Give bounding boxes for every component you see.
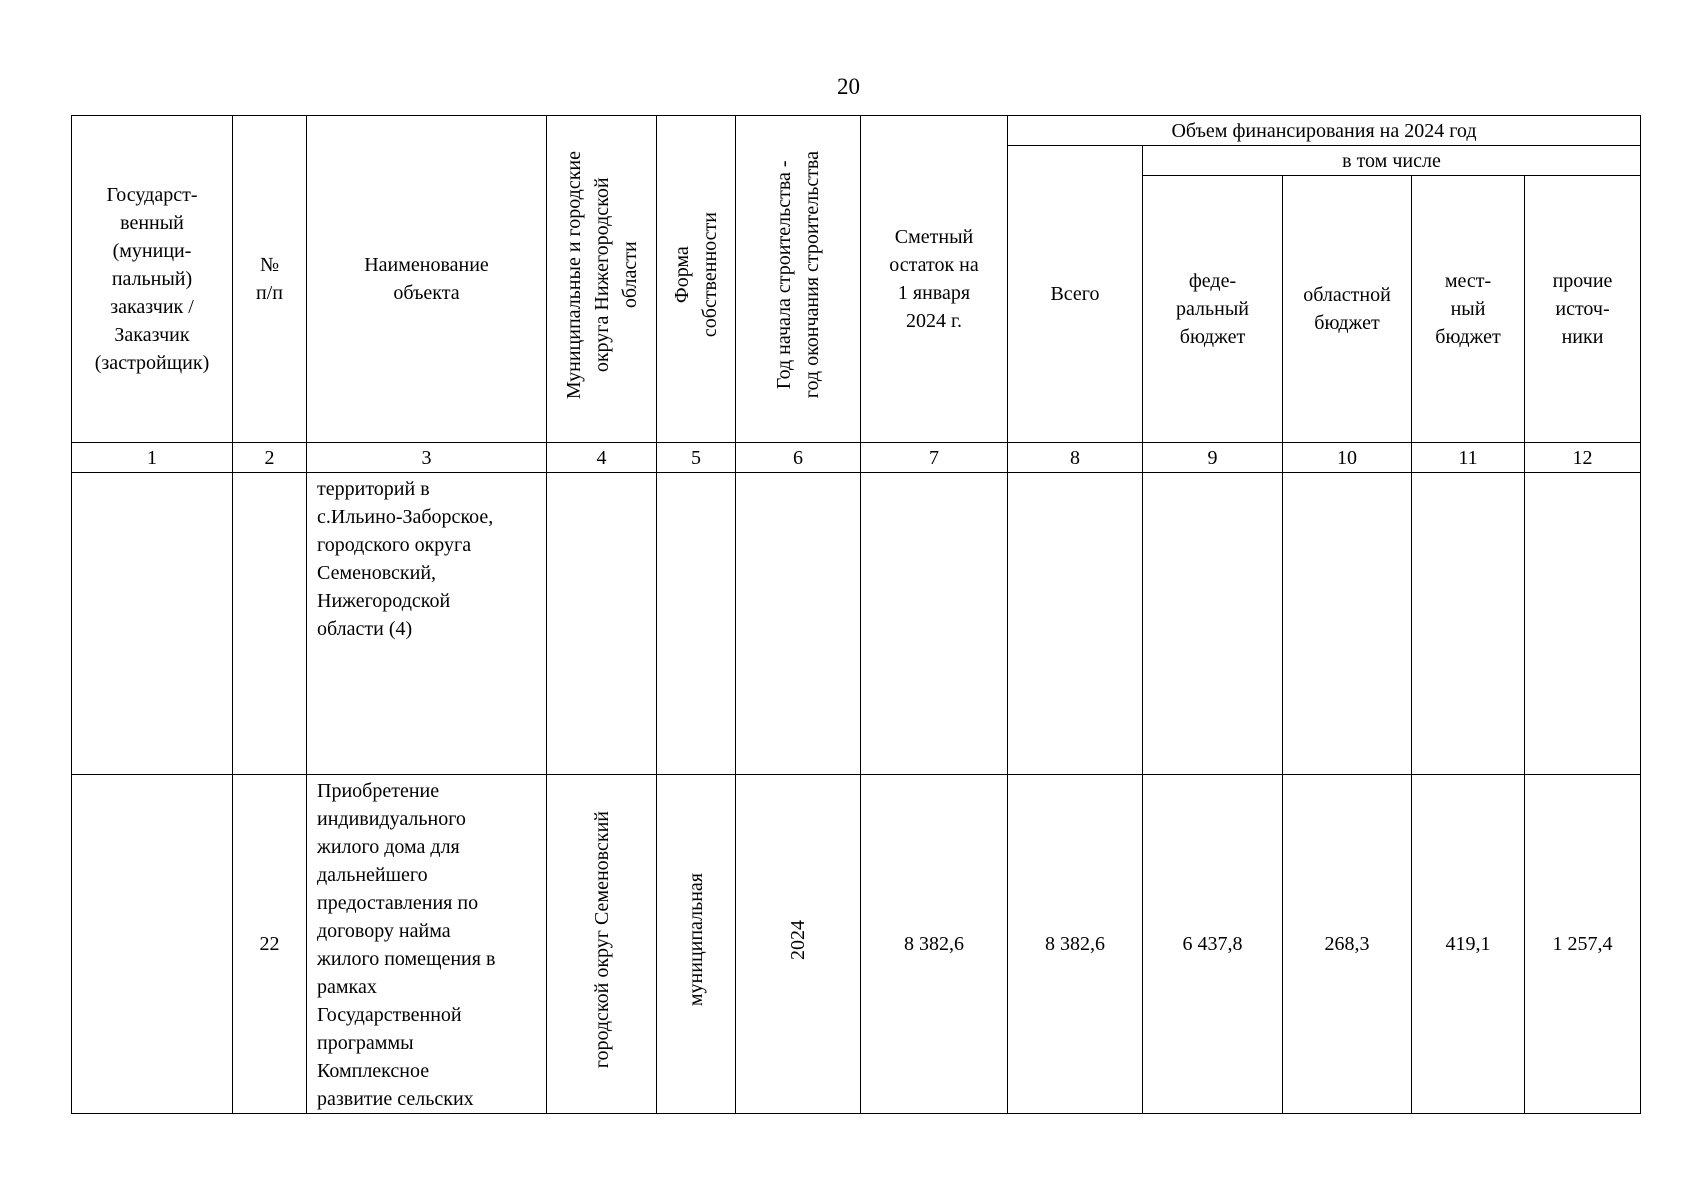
header-object-name: Наименование объекта [307, 116, 547, 443]
financing-table [71, 115, 1641, 1114]
column-number: 1 [72, 443, 233, 473]
header-municipality: Муниципальные и городские округа Нижегородской области [562, 150, 641, 400]
row-municipality-cell [547, 775, 657, 1114]
row-customer [72, 473, 233, 775]
row-other [1525, 473, 1641, 775]
column-number: 10 [1283, 443, 1412, 473]
header-ownership: Форма собственности [671, 212, 721, 338]
row-regional [1283, 473, 1412, 775]
row-regional: 268,3 [1283, 775, 1412, 1114]
row-estimate-balance: 8 382,6 [861, 775, 1008, 1114]
row-object-name: Приобретение индивидуального жилого дома для дальнейшего предоставления по договору найма жилого помещения в рамках Государственной программы Комплексное развитие сельских [317, 780, 496, 1110]
row-total: 8 382,6 [1008, 775, 1143, 1114]
column-number: 5 [657, 443, 736, 473]
header-municipality-cell [547, 116, 657, 443]
row-object-name: территорий в с.Ильино-Заборское, городского округа Семеновский, Нижегородской области (4) [317, 478, 494, 640]
row-other: 1 257,4 [1525, 775, 1641, 1114]
row-years-cell [736, 775, 861, 1114]
header-estimate-balance: Сметный остаток на 1 января 2024 г. [861, 116, 1008, 443]
column-number: 7 [861, 443, 1008, 473]
header-customer: Государст- венный (муници- пальный) заказчик / Заказчик (застройщик) [72, 116, 233, 443]
table-row [72, 775, 1641, 1114]
row-federal [1143, 473, 1283, 775]
row-local [1412, 473, 1525, 775]
row-number [233, 473, 307, 775]
row-municipality: городской округ Семеновский [590, 811, 613, 1069]
row-ownership-cell [657, 775, 736, 1114]
row-local: 419,1 [1412, 775, 1525, 1114]
row-object-name-cell [307, 775, 547, 1114]
header-years-cell [736, 116, 861, 443]
header-total: Всего [1008, 146, 1143, 443]
row-estimate-balance [861, 473, 1008, 775]
header-federal: феде- ральный бюджет [1143, 176, 1283, 443]
row-object-name-cell [307, 473, 547, 775]
header-ownership-cell [657, 116, 736, 443]
row-years: 2024 [787, 920, 809, 960]
column-numbers-row [72, 443, 1641, 473]
header-regional: областной бюджет [1283, 176, 1412, 443]
row-customer [72, 775, 233, 1114]
header-other: прочие источ- ники [1525, 176, 1641, 443]
column-number: 3 [307, 443, 547, 473]
column-number: 9 [1143, 443, 1283, 473]
header-row-number: № п/п [233, 116, 307, 443]
row-federal: 6 437,8 [1143, 775, 1283, 1114]
column-number: 8 [1008, 443, 1143, 473]
table-row [72, 473, 1641, 775]
row-number: 22 [233, 775, 307, 1114]
header-funding-group: Объем финансирования на 2024 год [1008, 116, 1641, 146]
header-including: в том числе [1143, 146, 1641, 176]
page-number: 20 [837, 74, 860, 99]
column-number: 4 [547, 443, 657, 473]
row-ownership [657, 473, 736, 775]
row-municipality [547, 473, 657, 775]
column-number: 11 [1412, 443, 1525, 473]
row-years [736, 473, 861, 775]
row-ownership: муниципальная [685, 873, 707, 1007]
column-number: 2 [233, 443, 307, 473]
header-years: Год начала строительства - год окончания строительства [773, 151, 823, 399]
column-number: 6 [736, 443, 861, 473]
header-local: мест- ный бюджет [1412, 176, 1525, 443]
column-number: 12 [1525, 443, 1641, 473]
row-total [1008, 473, 1143, 775]
